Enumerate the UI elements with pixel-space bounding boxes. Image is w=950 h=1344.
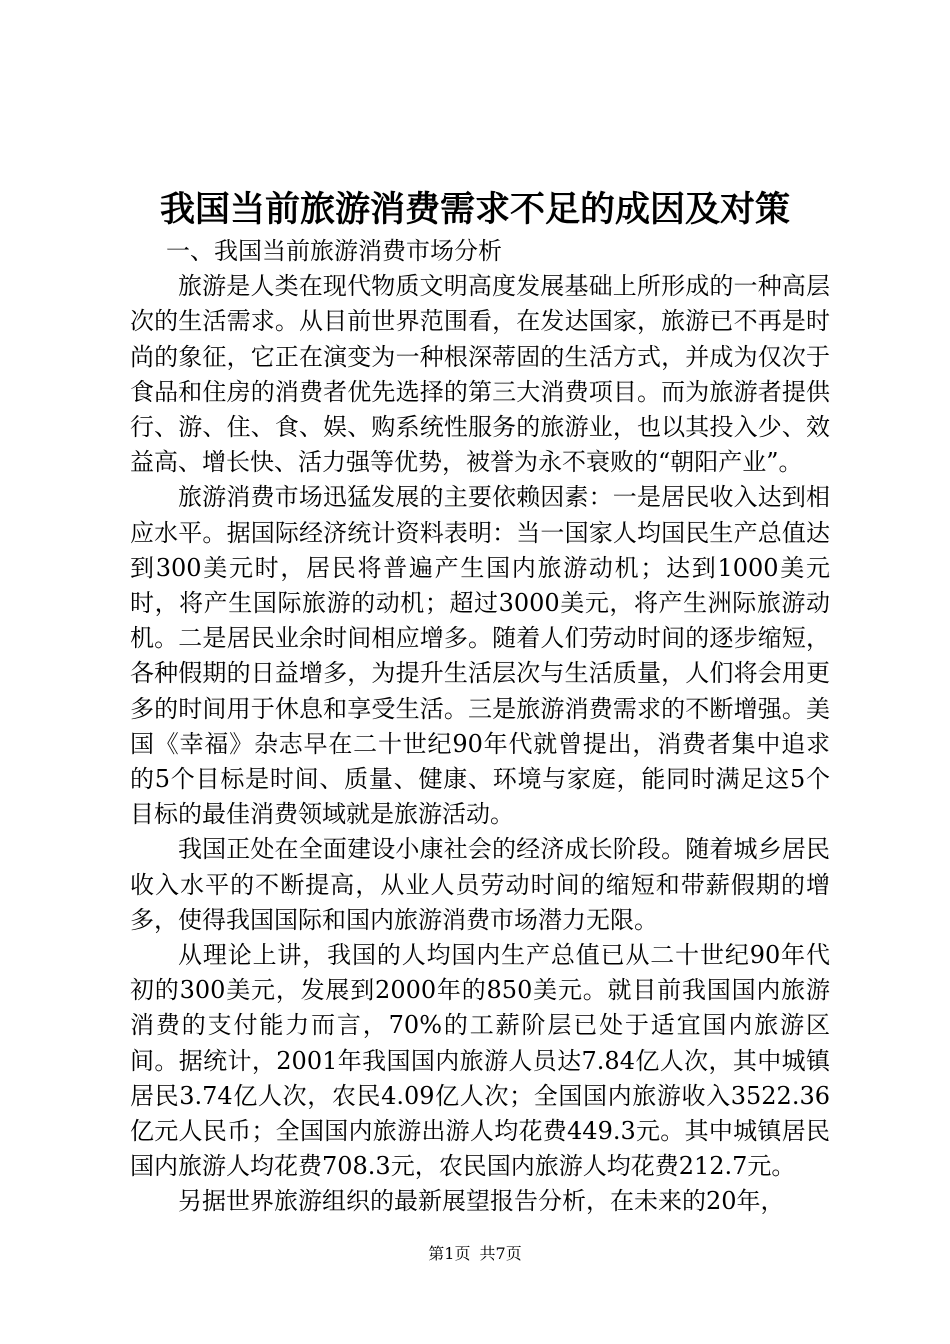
paragraph-1: 旅游是人类在现代物质文明高度发展基础上所形成的一种高层次的生活需求。从目前世界范围看，在发达国家，旅游已不再是时尚的象征，它正在演变为一种根深蒂固的生活方式，并成为仅次于食品和住房的消费者优先选择的第三大消费项目。而为旅游者提供行、游、住、食、娱、购系统性服务的旅游业，也以其投入少、效益高、增长快、活力强等优势，被誉为永不衰败的“朝阳产业”。 [130,272,830,477]
paragraph-4: 从理论上讲，我国的人均国内生产总值已从二十世纪90年代初的300美元，发展到2000年的850美元。就目前我国国内旅游消费的支付能力而言，70%的工薪阶层已处于适宜国内旅游区间。据统计，2001年我国国内旅游人员达7.84亿人次，其中城镇居民3.74亿人次，农民4.09亿人次；全国国内旅游收入3522.36亿元人民币；全国国内旅游出游人均花费449.3元。其中城镇居民国内旅游人均花费708.3元，农民国内旅游人均花费212.7元。 [130,941,830,1181]
document-title: 我国当前旅游消费需求不足的成因及对策 [159,189,790,230]
document-body [130,234,830,1220]
section-heading: 一、我国当前旅游消费市场分析 [166,237,502,265]
paragraph-2: 旅游消费市场迅猛发展的主要依赖因素：一是居民收入达到相应水平。据国际经济统计资料表明：当一国家人均国民生产总值达到300美元时，居民将普遍产生国内旅游动机；达到1000美元时，将产生国际旅游的动机；超过3000美元，将产生洲际旅游动机。二是居民业余时间相应增多。随着人们劳动时间的逐步缩短，各种假期的日益增多，为提升生活层次与生活质量，人们将会用更多的时间用于休息和享受生活。三是旅游消费需求的不断增强。美国《幸福》杂志早在二十世纪90年代就曾提出，消费者集中追求的5个目标是时间、质量、健康、环境与家庭，能同时满足这5个目标的最佳消费领域就是旅游活动。 [130,483,830,829]
paragraph-5: 另据世界旅游组织的最新展望报告分析，在未来的20年， [178,1187,785,1216]
page-number: 第1页 [428,1244,471,1263]
paragraph-3: 我国正处在全面建设小康社会的经济成长阶段。随着城乡居民收入水平的不断提高，从业人员劳动时间的缩短和带薪假期的增多，使得我国国际和国内旅游消费市场潜力无限。 [130,835,830,934]
page-total: 共7页 [479,1244,522,1263]
page-footer [0,1243,950,1265]
